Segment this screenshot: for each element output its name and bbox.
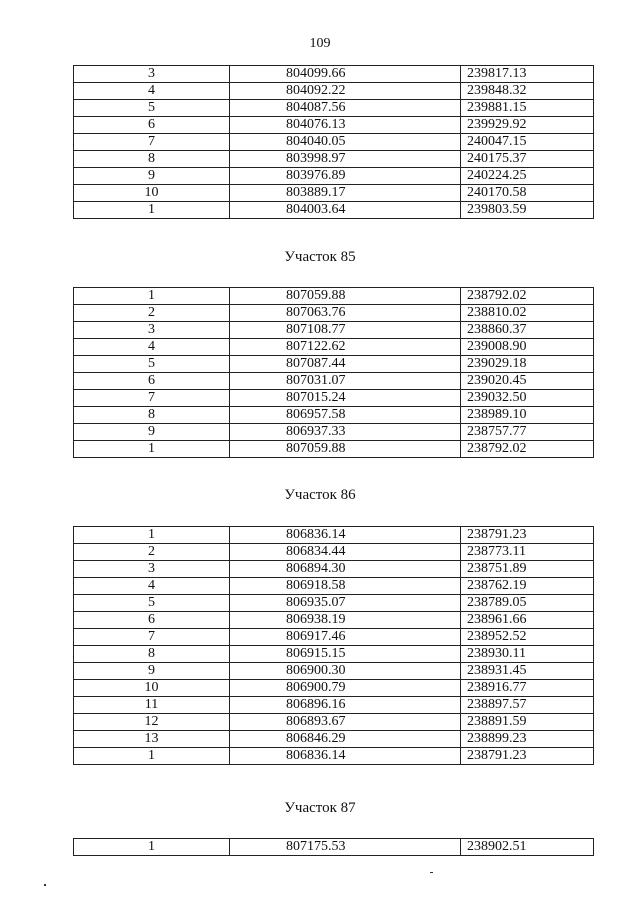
y-coordinate-cell: 239032.50 xyxy=(461,390,594,407)
table-row xyxy=(74,339,594,356)
y-coordinate-cell: 238902.51 xyxy=(461,839,594,856)
y-coordinate-cell: 238789.05 xyxy=(461,595,594,612)
x-coordinate-cell: 806900.30 xyxy=(230,663,461,680)
point-number-cell: 2 xyxy=(74,305,230,322)
table-row xyxy=(74,407,594,424)
x-coordinate-cell: 806917.46 xyxy=(230,629,461,646)
point-number-cell: 9 xyxy=(74,424,230,441)
y-coordinate-cell: 238792.02 xyxy=(461,288,594,305)
x-coordinate-cell: 807108.77 xyxy=(230,322,461,339)
y-coordinate-cell: 239803.59 xyxy=(461,202,594,219)
y-coordinate-cell: 238899.23 xyxy=(461,731,594,748)
table-row xyxy=(74,544,594,561)
x-coordinate-cell: 806918.58 xyxy=(230,578,461,595)
scan-speck xyxy=(44,884,46,886)
point-number-cell: 13 xyxy=(74,731,230,748)
y-coordinate-cell: 239817.13 xyxy=(461,66,594,83)
point-number-cell: 1 xyxy=(74,288,230,305)
y-coordinate-cell: 239020.45 xyxy=(461,373,594,390)
point-number-cell: 7 xyxy=(74,629,230,646)
x-coordinate-cell: 807122.62 xyxy=(230,339,461,356)
y-coordinate-cell: 238952.52 xyxy=(461,629,594,646)
point-number-cell: 3 xyxy=(74,66,230,83)
section-title-plot-87: Участок 87 xyxy=(284,800,356,816)
y-coordinate-cell: 238961.66 xyxy=(461,612,594,629)
x-coordinate-cell: 804087.56 xyxy=(230,100,461,117)
x-coordinate-cell: 803998.97 xyxy=(230,151,461,168)
x-coordinate-cell: 807059.88 xyxy=(230,288,461,305)
point-number-cell: 10 xyxy=(74,185,230,202)
point-number-cell: 6 xyxy=(74,612,230,629)
page-number: 109 xyxy=(309,36,331,51)
x-coordinate-cell: 806938.19 xyxy=(230,612,461,629)
y-coordinate-cell: 238792.02 xyxy=(461,441,594,458)
x-coordinate-cell: 806900.79 xyxy=(230,680,461,697)
x-coordinate-cell: 804099.66 xyxy=(230,66,461,83)
point-number-cell: 5 xyxy=(74,356,230,373)
x-coordinate-cell: 804092.22 xyxy=(230,83,461,100)
table-row xyxy=(74,373,594,390)
x-coordinate-cell: 806894.30 xyxy=(230,561,461,578)
table-row xyxy=(74,748,594,765)
x-coordinate-cell: 806836.14 xyxy=(230,527,461,544)
x-coordinate-cell: 806893.67 xyxy=(230,714,461,731)
table-row xyxy=(74,134,594,151)
table-row xyxy=(74,356,594,373)
coordinates-table-plot-87 xyxy=(73,838,594,856)
table-row xyxy=(74,839,594,856)
x-coordinate-cell: 806957.58 xyxy=(230,407,461,424)
point-number-cell: 1 xyxy=(74,202,230,219)
point-number-cell: 9 xyxy=(74,663,230,680)
y-coordinate-cell: 240047.15 xyxy=(461,134,594,151)
coordinates-table-plot-85 xyxy=(73,287,594,458)
y-coordinate-cell: 240170.58 xyxy=(461,185,594,202)
point-number-cell: 2 xyxy=(74,544,230,561)
point-number-cell: 7 xyxy=(74,134,230,151)
y-coordinate-cell: 238791.23 xyxy=(461,748,594,765)
table-row xyxy=(74,168,594,185)
y-coordinate-cell: 240224.25 xyxy=(461,168,594,185)
y-coordinate-cell: 238762.19 xyxy=(461,578,594,595)
point-number-cell: 5 xyxy=(74,100,230,117)
y-coordinate-cell: 238791.23 xyxy=(461,527,594,544)
point-number-cell: 8 xyxy=(74,151,230,168)
point-number-cell: 4 xyxy=(74,83,230,100)
point-number-cell: 1 xyxy=(74,441,230,458)
x-coordinate-cell: 803976.89 xyxy=(230,168,461,185)
x-coordinate-cell: 806915.15 xyxy=(230,646,461,663)
point-number-cell: 6 xyxy=(74,117,230,134)
y-coordinate-cell: 238773.11 xyxy=(461,544,594,561)
point-number-cell: 11 xyxy=(74,697,230,714)
table-row xyxy=(74,322,594,339)
y-coordinate-cell: 239848.32 xyxy=(461,83,594,100)
point-number-cell: 7 xyxy=(74,390,230,407)
table-row xyxy=(74,578,594,595)
table-row xyxy=(74,714,594,731)
y-coordinate-cell: 238916.77 xyxy=(461,680,594,697)
y-coordinate-cell: 238989.10 xyxy=(461,407,594,424)
x-coordinate-cell: 803889.17 xyxy=(230,185,461,202)
table-row xyxy=(74,100,594,117)
table-row xyxy=(74,151,594,168)
table-row xyxy=(74,595,594,612)
table-row xyxy=(74,185,594,202)
y-coordinate-cell: 238757.77 xyxy=(461,424,594,441)
x-coordinate-cell: 806937.33 xyxy=(230,424,461,441)
y-coordinate-cell: 238751.89 xyxy=(461,561,594,578)
table-row xyxy=(74,390,594,407)
table-row xyxy=(74,697,594,714)
y-coordinate-cell: 238930.11 xyxy=(461,646,594,663)
y-coordinate-cell: 238891.59 xyxy=(461,714,594,731)
table-row xyxy=(74,288,594,305)
table-row xyxy=(74,629,594,646)
scan-speck xyxy=(430,872,433,873)
table-row xyxy=(74,424,594,441)
x-coordinate-cell: 804040.05 xyxy=(230,134,461,151)
x-coordinate-cell: 806935.07 xyxy=(230,595,461,612)
y-coordinate-cell: 238810.02 xyxy=(461,305,594,322)
point-number-cell: 3 xyxy=(74,322,230,339)
point-number-cell: 8 xyxy=(74,407,230,424)
x-coordinate-cell: 807175.53 xyxy=(230,839,461,856)
table-row xyxy=(74,663,594,680)
coordinates-table-continued xyxy=(73,65,594,219)
x-coordinate-cell: 807087.44 xyxy=(230,356,461,373)
point-number-cell: 4 xyxy=(74,578,230,595)
x-coordinate-cell: 806834.44 xyxy=(230,544,461,561)
table-row xyxy=(74,202,594,219)
table-body xyxy=(74,66,594,219)
coordinates-table-plot-86 xyxy=(73,526,594,765)
table-row xyxy=(74,527,594,544)
y-coordinate-cell: 239029.18 xyxy=(461,356,594,373)
table-body xyxy=(74,527,594,765)
y-coordinate-cell: 239008.90 xyxy=(461,339,594,356)
point-number-cell: 12 xyxy=(74,714,230,731)
table-row xyxy=(74,731,594,748)
y-coordinate-cell: 238860.37 xyxy=(461,322,594,339)
table-row xyxy=(74,646,594,663)
point-number-cell: 6 xyxy=(74,373,230,390)
point-number-cell: 1 xyxy=(74,839,230,856)
y-coordinate-cell: 239929.92 xyxy=(461,117,594,134)
y-coordinate-cell: 238897.57 xyxy=(461,697,594,714)
table-row xyxy=(74,66,594,83)
section-title-plot-86: Участок 86 xyxy=(284,487,356,503)
table-row xyxy=(74,305,594,322)
x-coordinate-cell: 806846.29 xyxy=(230,731,461,748)
x-coordinate-cell: 804003.64 xyxy=(230,202,461,219)
x-coordinate-cell: 807031.07 xyxy=(230,373,461,390)
table-body xyxy=(74,288,594,458)
y-coordinate-cell: 240175.37 xyxy=(461,151,594,168)
table-row xyxy=(74,117,594,134)
table-row xyxy=(74,561,594,578)
x-coordinate-cell: 806836.14 xyxy=(230,748,461,765)
x-coordinate-cell: 804076.13 xyxy=(230,117,461,134)
point-number-cell: 5 xyxy=(74,595,230,612)
table-row xyxy=(74,83,594,100)
table-row xyxy=(74,680,594,697)
point-number-cell: 10 xyxy=(74,680,230,697)
point-number-cell: 1 xyxy=(74,527,230,544)
x-coordinate-cell: 807063.76 xyxy=(230,305,461,322)
point-number-cell: 4 xyxy=(74,339,230,356)
point-number-cell: 8 xyxy=(74,646,230,663)
y-coordinate-cell: 239881.15 xyxy=(461,100,594,117)
table-row xyxy=(74,612,594,629)
point-number-cell: 1 xyxy=(74,748,230,765)
table-row xyxy=(74,441,594,458)
point-number-cell: 9 xyxy=(74,168,230,185)
x-coordinate-cell: 806896.16 xyxy=(230,697,461,714)
x-coordinate-cell: 807015.24 xyxy=(230,390,461,407)
point-number-cell: 3 xyxy=(74,561,230,578)
x-coordinate-cell: 807059.88 xyxy=(230,441,461,458)
table-body xyxy=(74,839,594,856)
y-coordinate-cell: 238931.45 xyxy=(461,663,594,680)
section-title-plot-85: Участок 85 xyxy=(284,249,356,265)
